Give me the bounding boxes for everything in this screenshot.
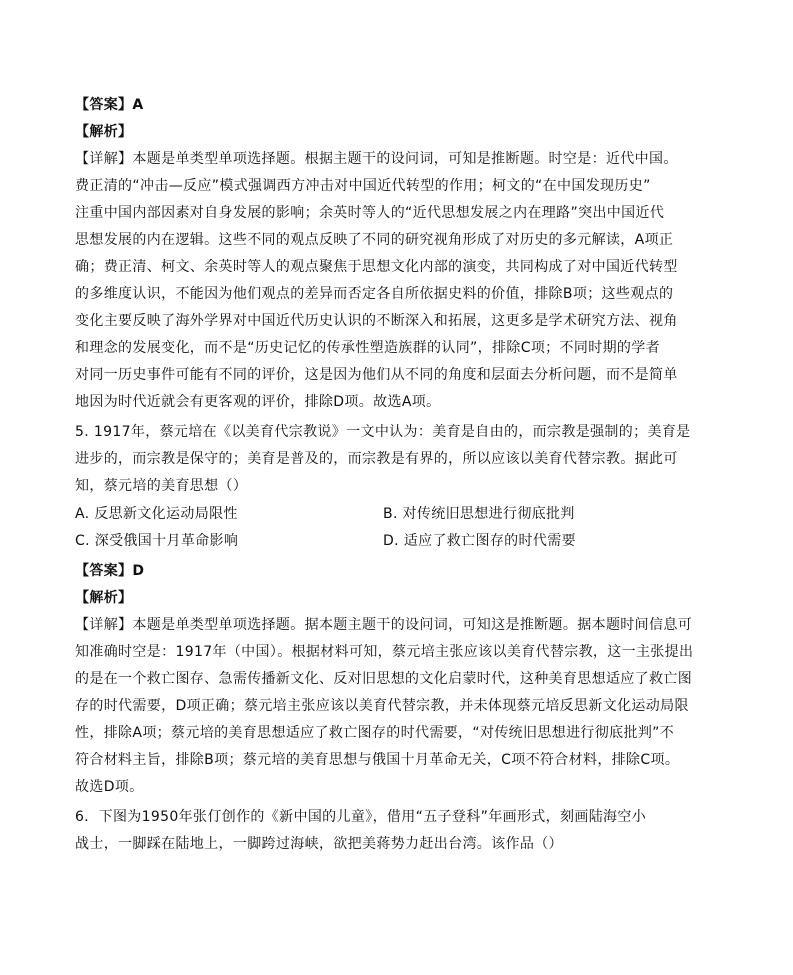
q4-detail-line-7: 变化主要反映了海外学界对中国近代历史认识的不断深入和拓展，这更多是学术研究方法、视角 bbox=[75, 313, 678, 329]
q4-detail-line-1: 【详解】本题是单类型单项选择题。根据主题干的设问词，可知是推断题。时空是：近代中国。 bbox=[75, 151, 678, 167]
q5-detail-line-4: 存的时代需要，D项正确；蔡元培主张应该以美育代替宗教，并未体现蔡元培反思新文化运动局限 bbox=[75, 698, 689, 714]
q5-option-a: A. 反思新文化运动局限性 bbox=[75, 506, 238, 522]
q5-answer-label: 【答案】D bbox=[75, 563, 145, 579]
q5-detail-line-3: 的是在一个救亡图存、急需传播新文化、反对旧思想的文化启蒙时代，这种美育思想适应了救亡图 bbox=[75, 671, 693, 687]
q6-stem-line-1: 6．下图为1950年张仃创作的《新中国的儿童》，借用“五子登科”年画形式，刻画陆海空小 bbox=[75, 809, 647, 825]
q5-detail-line-6: 符合材料主旨，排除B项；蔡元培的美育思想与俄国十月革命无关，C项不符合材料，排除C项。 bbox=[75, 752, 680, 768]
q5-option-d: D. 适应了救亡图存的时代需要 bbox=[383, 533, 576, 549]
q4-detail-line-2: 费正清的“冲击—反应”模式强调西方冲击对中国近代转型的作用；柯文的“在中国发现历史” bbox=[75, 178, 651, 194]
q4-detail-line-10: 地因为时代近就会有更客观的评价，排除D项。故选A项。 bbox=[75, 394, 441, 410]
q4-detail-line-8: 和理念的发展变化，而不是“历史记忆的传承性塑造族群的认同”，排除C项；不同时期的学者 bbox=[75, 340, 660, 356]
q5-detail-line-7: 故选D项。 bbox=[75, 779, 144, 795]
q5-stem-line-1: 5. 1917年，蔡元培在《以美育代宗教说》一文中认为：美育是自由的，而宗教是强制的；美育是 bbox=[75, 424, 691, 440]
q4-detail-line-3: 注重中国内部因素对自身发展的影响；余英时等人的“近代思想发展之内在理路”突出中国近代 bbox=[75, 205, 665, 221]
q5-detail-line-2: 知准确时空是：1917年（中国）。根据材料可知，蔡元培主张应该以美育代替宗教，这一主张提出 bbox=[75, 644, 694, 660]
q5-analysis-label: 【解析】 bbox=[75, 590, 133, 606]
q4-detail-line-4: 思想发展的内在逻辑。这些不同的观点反映了不同的研究视角形成了对历史的多元解读，A项正 bbox=[75, 232, 674, 248]
q4-answer-label: 【答案】A bbox=[75, 97, 144, 113]
q5-stem-line-2: 进步的，而宗教是保守的；美育是普及的，而宗教是有界的，所以应该以美育代替宗教。据此可 bbox=[75, 451, 678, 467]
q4-detail-line-9: 对同一历史事件可能有不同的评价，这是因为他们从不同的角度和层面去分析问题，而不是简单 bbox=[75, 367, 678, 383]
q5-option-c: C. 深受俄国十月革命影响 bbox=[75, 533, 239, 549]
q6-stem-line-2: 战士，一脚踩在陆地上，一脚跨过海峡，欲把美蒋势力赶出台湾。该作品（） bbox=[75, 836, 563, 852]
q4-detail-line-6: 的多维度认识，不能因为他们观点的差异而否定各自所依据史料的价值，排除B项；这些观点的 bbox=[75, 286, 674, 302]
q4-analysis-label: 【解析】 bbox=[75, 124, 133, 140]
q5-detail-line-5: 性，排除A项；蔡元培的美育思想适应了救亡图存的时代需要，“对传统旧思想进行彻底批判”不 bbox=[75, 725, 675, 741]
q5-stem-line-3: 知，蔡元培的美育思想（） bbox=[75, 478, 248, 494]
q5-detail-line-1: 【详解】本题是单类型单项选择题。据本题主题干的设问词，可知这是推断题。据本题时间信息可 bbox=[75, 617, 693, 633]
q4-detail-line-5: 确；费正清、柯文、余英时等人的观点聚焦于思想文化内部的演变，共同构成了对中国近代转型 bbox=[75, 259, 678, 275]
q5-option-b: B. 对传统旧思想进行彻底批判 bbox=[383, 506, 575, 522]
